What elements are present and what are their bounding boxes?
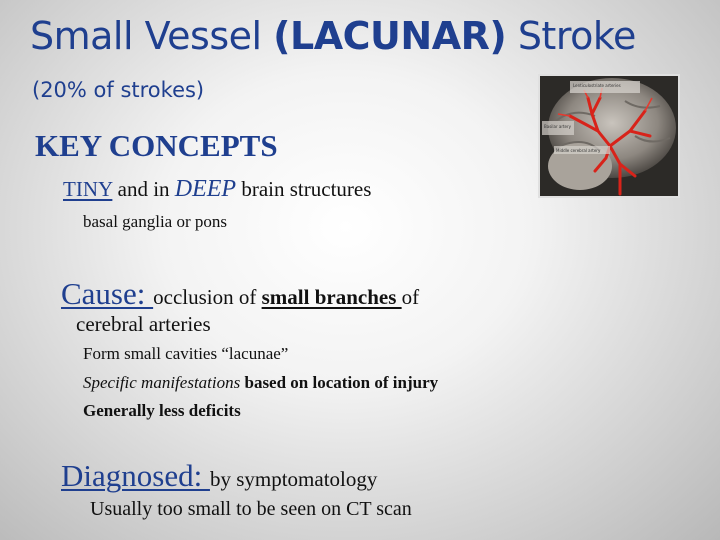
key-concepts-text: KEY CONCEPTS xyxy=(35,128,278,163)
cavities-text: Form small cavities “lacunae” xyxy=(83,344,289,363)
specific-italic-text: Specific manifestations xyxy=(83,373,241,392)
diagnosed-text: by symptomatology xyxy=(209,467,378,491)
and-in-text: and in xyxy=(112,177,175,201)
diagnosed-bullet xyxy=(58,458,377,494)
image-label-1: Lenticulostriate arteries xyxy=(573,83,621,88)
deficits-text: Generally less deficits xyxy=(83,401,241,420)
ct-scan-text: Usually too small to be seen on CT scan xyxy=(90,498,412,520)
cause-bullet xyxy=(58,276,419,312)
tiny-text: TINY xyxy=(63,177,113,201)
brain-structures-text: brain structures xyxy=(236,177,372,201)
diagnosed-label: Diagnosed: xyxy=(61,458,210,493)
cause-text-1: occlusion of xyxy=(153,285,262,309)
image-label-3: Middle cerebral artery xyxy=(556,148,601,153)
ct-scan-item xyxy=(90,498,412,521)
brain-artery-image xyxy=(538,74,680,198)
slide-title xyxy=(30,14,636,58)
title-text-lacunar: (LACUNAR) xyxy=(273,14,507,58)
specific-bullet xyxy=(80,373,438,393)
cause-text-2: of xyxy=(401,285,420,309)
basal-ganglia-text: basal ganglia or pons xyxy=(83,212,227,231)
deep-text: DEEP xyxy=(174,176,237,202)
key-concepts-heading xyxy=(32,128,278,164)
basal-ganglia-bullet xyxy=(80,212,227,232)
tiny-deep-bullet xyxy=(60,176,371,203)
deficits-bullet xyxy=(80,401,241,421)
small-branches-text: small branches xyxy=(261,285,402,309)
title-text-2: Stroke xyxy=(506,14,636,58)
cause-line-2: cerebral arteries xyxy=(76,312,211,336)
cause-label: Cause: xyxy=(61,276,154,311)
subtitle: (20% of strokes) xyxy=(32,78,205,102)
specific-rest-text: based on location of injury xyxy=(240,373,439,392)
title-text-1: Small Vessel xyxy=(30,14,274,58)
image-label-2: Basilar artery xyxy=(544,124,572,129)
cavities-bullet xyxy=(80,344,288,364)
